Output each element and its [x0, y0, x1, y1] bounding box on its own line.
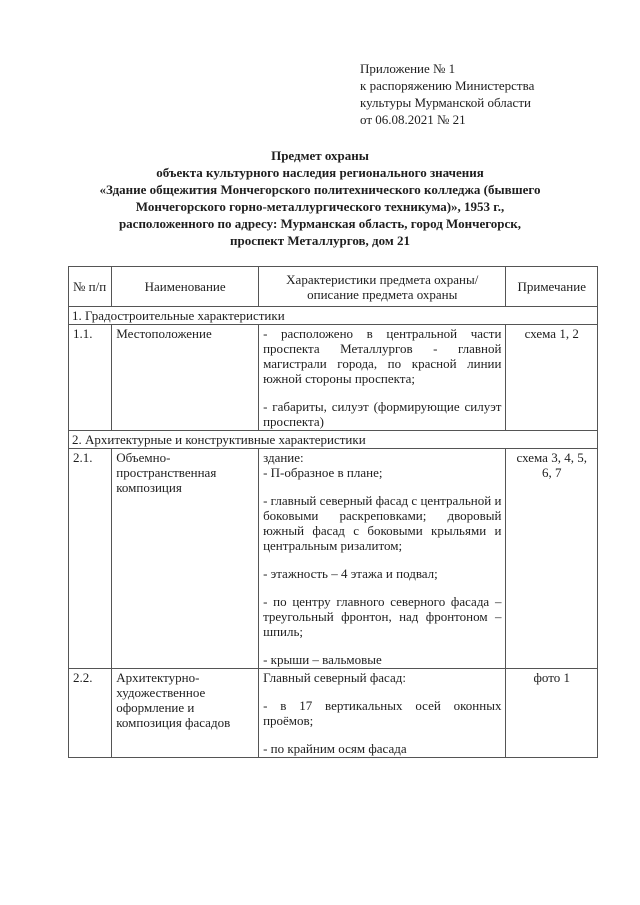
document-title — [40, 147, 600, 249]
desc-paragraph: Главный северный фасад: — [263, 670, 406, 685]
protection-subject-table — [68, 266, 598, 758]
desc-paragraph: - П-образное в плане; — [263, 465, 383, 480]
annex-block — [360, 60, 534, 128]
desc-paragraph: - этажность – 4 этажа и подвал; — [263, 566, 438, 581]
row-note: схема 1, 2 — [506, 325, 598, 431]
desc-paragraph: - по крайним осям фасада — [263, 741, 407, 756]
section-row — [69, 307, 598, 325]
row-desc — [259, 669, 506, 758]
title-line: проспект Металлургов, дом 21 — [230, 233, 410, 248]
row-name: Местоположение — [112, 325, 259, 431]
header-note: Примечание — [506, 267, 598, 307]
section-row — [69, 431, 598, 449]
annex-line: от 06.08.2021 № 21 — [360, 112, 466, 127]
title-line: «Здание общежития Мончегорского политехнического колледжа (бывшего — [99, 182, 541, 197]
title-line: объекта культурного наследия регионального значения — [156, 165, 484, 180]
desc-paragraph: - расположено в центральной части проспекта Металлургов - главной магистрали города, по красной линии южной стороны проспекта; — [263, 326, 502, 386]
desc-paragraph: - габариты, силуэт (формирующие силуэт проспекта) — [263, 399, 502, 429]
row-num: 1.1. — [69, 325, 112, 431]
row-num: 2.1. — [69, 449, 112, 669]
header-name: Наименование — [112, 267, 259, 307]
header-desc: Характеристики предмета охраны/ описание предмета охраны — [259, 267, 506, 307]
desc-paragraph: - главный северный фасад с центральной и боковыми раскреповками; дворовый южный фасад с боковыми крыльями и центральным ризалитом; — [263, 493, 502, 553]
table-header-row — [69, 267, 598, 307]
section-title: 2. Архитектурные и конструктивные характеристики — [69, 431, 598, 449]
annex-line: Приложение № 1 — [360, 61, 456, 76]
table-row — [69, 669, 598, 758]
annex-line: к распоряжению Министерства — [360, 78, 535, 93]
row-desc — [259, 449, 506, 669]
row-note: фото 1 — [506, 669, 598, 758]
annex-line: культуры Мурманской области — [360, 95, 531, 110]
title-line: расположенного по адресу: Мурманская область, город Мончегорск, — [118, 216, 522, 231]
desc-paragraph: - по центру главного северного фасада – треугольный фронтон, над фронтоном – шпиль; — [263, 594, 502, 639]
row-name: Объемно-пространственная композиция — [112, 449, 259, 669]
header-num: № п/п — [69, 267, 112, 307]
row-desc — [259, 325, 506, 431]
table-row — [69, 325, 598, 431]
desc-paragraph: здание: — [263, 450, 304, 465]
desc-paragraph: - в 17 вертикальных осей оконных проёмов; — [263, 698, 502, 728]
title-line: Мончегорского горно-металлургического техникума)», 1953 г., — [135, 199, 505, 214]
title-line: Предмет охраны — [271, 148, 369, 163]
row-num: 2.2. — [69, 669, 112, 758]
row-name: Архитектурно-художественное оформление и композиция фасадов — [112, 669, 259, 758]
desc-paragraph: - крыши – вальмовые — [263, 652, 382, 667]
section-title: 1. Градостроительные характеристики — [69, 307, 598, 325]
table-row — [69, 449, 598, 669]
row-note: схема 3, 4, 5, 6, 7 — [506, 449, 598, 669]
